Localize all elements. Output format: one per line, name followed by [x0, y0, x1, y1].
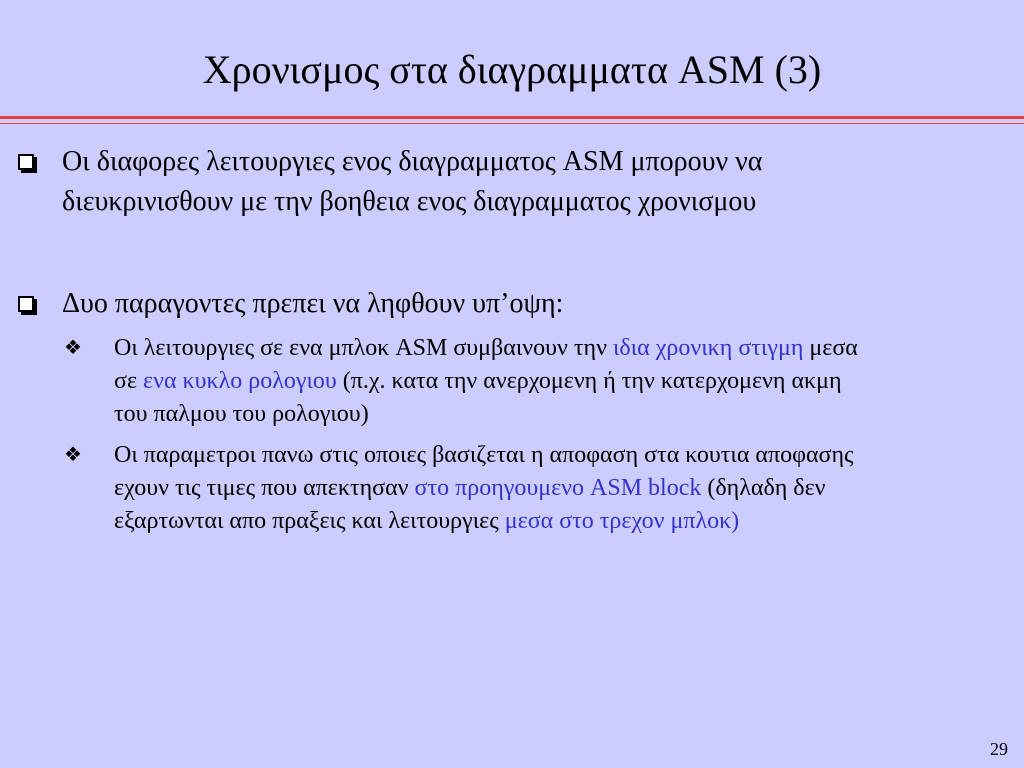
subbullet-1-line-2: [114, 365, 1004, 398]
subbullet-1-text: [114, 332, 1004, 431]
title-divider-thick: [0, 116, 1024, 119]
bullet-2-text: Δυο παραγοντες πρεπει να ληφθουν υπ’οψη:: [62, 288, 564, 319]
subbullet-2-line-2: [114, 472, 1004, 505]
checkbox-square-icon: [18, 154, 34, 170]
text-segment: Οι λειτουργιες σε ενα μπλοκ ASM συμβαινουν την: [114, 335, 613, 361]
slide-number: 29: [990, 739, 1008, 759]
highlighted-text: ιδια χρονικη στιγμη: [612, 335, 804, 361]
text-segment: σε: [114, 368, 144, 394]
subbullet-2-line-3: [114, 505, 1004, 538]
diamond-flower-icon: ❖: [64, 444, 82, 466]
subbullet-1-line-1: [114, 332, 1004, 365]
bullet-1-line-1: Οι διαφορες λειτουργιες ενος διαγραμματος ASM μπορουν να: [62, 146, 763, 177]
highlighted-text: στο προηγουμενο ASM block: [414, 475, 702, 501]
text-segment: (π.χ. κατα την ανερχομενη ή την κατερχομενη ακμη: [336, 368, 842, 394]
title-divider-thin: [0, 123, 1024, 124]
text-segment: εχουν τις τιμες που απεκτησαν: [114, 475, 415, 501]
highlighted-text: ενα κυκλο ρολογιου: [143, 368, 337, 394]
subbullet-2-line-1: Οι παραμετροι πανω στις οποιες βασιζεται η αποφαση στα κουτια αποφασης: [114, 442, 854, 468]
diamond-flower-icon: ❖: [64, 337, 82, 359]
slide-title: Χρονισμος στα διαγραμματα ASM (3): [202, 47, 822, 92]
text-segment: (δηλαδη δεν: [701, 475, 826, 501]
bullet-1-line-2: διευκρινισθουν με την βοηθεια ενος διαγραμματος χρονισμου: [62, 186, 757, 217]
bullet-1-text: [62, 142, 982, 222]
highlighted-text: μεσα στο τρεχον μπλοκ): [504, 508, 740, 534]
subbullet-1-line-3: του παλμου του ρολογιου): [114, 401, 369, 427]
subbullet-2-text: [114, 439, 1004, 538]
checkbox-square-icon: [18, 296, 34, 312]
text-segment: μεσα: [803, 335, 858, 361]
text-segment: εξαρτωνται απο πραξεις και λειτουργιες: [114, 508, 505, 534]
